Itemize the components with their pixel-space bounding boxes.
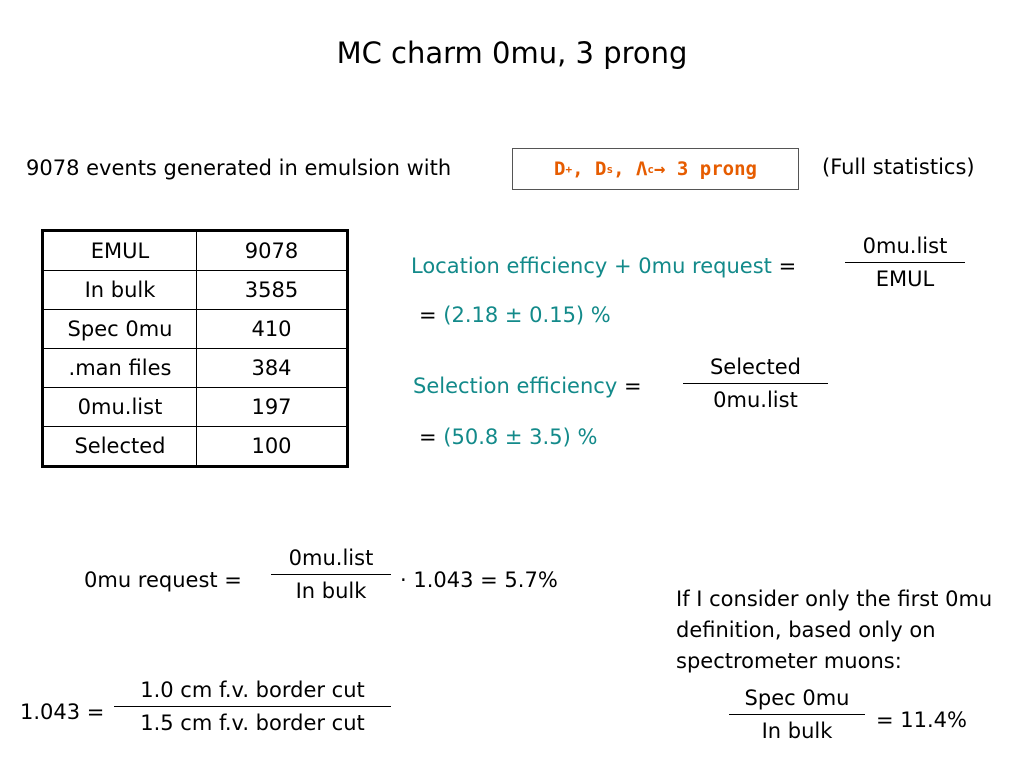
- table-row: [43, 349, 348, 388]
- decay-channel-box: [512, 148, 799, 190]
- location-efficiency-label: Location efficiency + 0mu request: [411, 254, 772, 278]
- table-row: [43, 231, 348, 271]
- selection-result-line: [419, 425, 597, 449]
- selection-result: (50.8 ± 3.5) %: [443, 425, 598, 449]
- decay-ds-sub: s: [606, 162, 614, 176]
- request-label: 0mu request =: [84, 568, 242, 592]
- factor-label: 1.043 =: [20, 700, 105, 724]
- selection-efficiency-label: Selection efficiency: [413, 374, 618, 398]
- event-count-table: [41, 229, 349, 468]
- table-row: [43, 271, 348, 310]
- row-label: EMUL: [43, 231, 197, 271]
- factor-numerator: 1.0 cm f.v. border cut: [140, 678, 365, 702]
- selection-efficiency-formula: [413, 374, 642, 398]
- decay-d: D: [554, 158, 566, 180]
- table-row: [43, 310, 348, 349]
- request-tail: · 1.043 = 5.7%: [400, 568, 558, 592]
- row-label: .man files: [43, 349, 197, 388]
- location-result: (2.18 ± 0.15) %: [443, 303, 611, 327]
- location-equals: =: [771, 254, 797, 278]
- location-numerator: 0mu.list: [862, 234, 948, 258]
- decay-lambda: , Λ: [613, 158, 648, 180]
- selection-fraction: [683, 355, 828, 412]
- location-efficiency-formula: [411, 254, 796, 278]
- location-fraction: [845, 234, 965, 291]
- note-numerator: Spec 0mu: [744, 686, 850, 710]
- selection-numerator: Selected: [709, 355, 802, 379]
- row-value: 410: [197, 310, 348, 349]
- selection-result-prefix: =: [419, 425, 444, 449]
- row-value: 197: [197, 388, 348, 427]
- decay-arrow: → 3 prong: [654, 158, 757, 180]
- factor-denominator: 1.5 cm f.v. border cut: [140, 711, 365, 735]
- request-denominator: In bulk: [295, 579, 367, 603]
- table-row: [43, 427, 348, 467]
- location-result-prefix: =: [419, 303, 444, 327]
- note-denominator: In bulk: [761, 719, 833, 743]
- location-result-line: [419, 303, 611, 327]
- note-result: = 11.4%: [876, 708, 967, 732]
- selection-denominator: 0mu.list: [713, 388, 798, 412]
- selection-equals: =: [617, 374, 642, 398]
- row-value: 384: [197, 349, 348, 388]
- row-label: 0mu.list: [43, 388, 197, 427]
- intro-text: 9078 events generated in emulsion with: [26, 156, 452, 180]
- table-row: [43, 388, 348, 427]
- row-value: 100: [197, 427, 348, 467]
- spectrometer-note: If I consider only the first 0mu definition, based only on spectrometer muons:: [676, 587, 993, 673]
- row-label: Selected: [43, 427, 197, 467]
- location-denominator: EMUL: [875, 267, 935, 291]
- slide-title: MC charm 0mu, 3 prong: [336, 36, 688, 70]
- factor-fraction: [114, 678, 391, 735]
- row-label: In bulk: [43, 271, 197, 310]
- row-label: Spec 0mu: [43, 310, 197, 349]
- request-fraction: [271, 546, 391, 603]
- decay-ds: , D: [572, 158, 607, 180]
- row-value: 9078: [197, 231, 348, 271]
- decay-lambda-sub: c: [647, 162, 655, 176]
- request-numerator: 0mu.list: [288, 546, 374, 570]
- row-value: 3585: [197, 271, 348, 310]
- decay-d-charge: +: [565, 162, 573, 176]
- note-fraction: [729, 686, 865, 743]
- full-statistics-note: (Full statistics): [822, 155, 975, 179]
